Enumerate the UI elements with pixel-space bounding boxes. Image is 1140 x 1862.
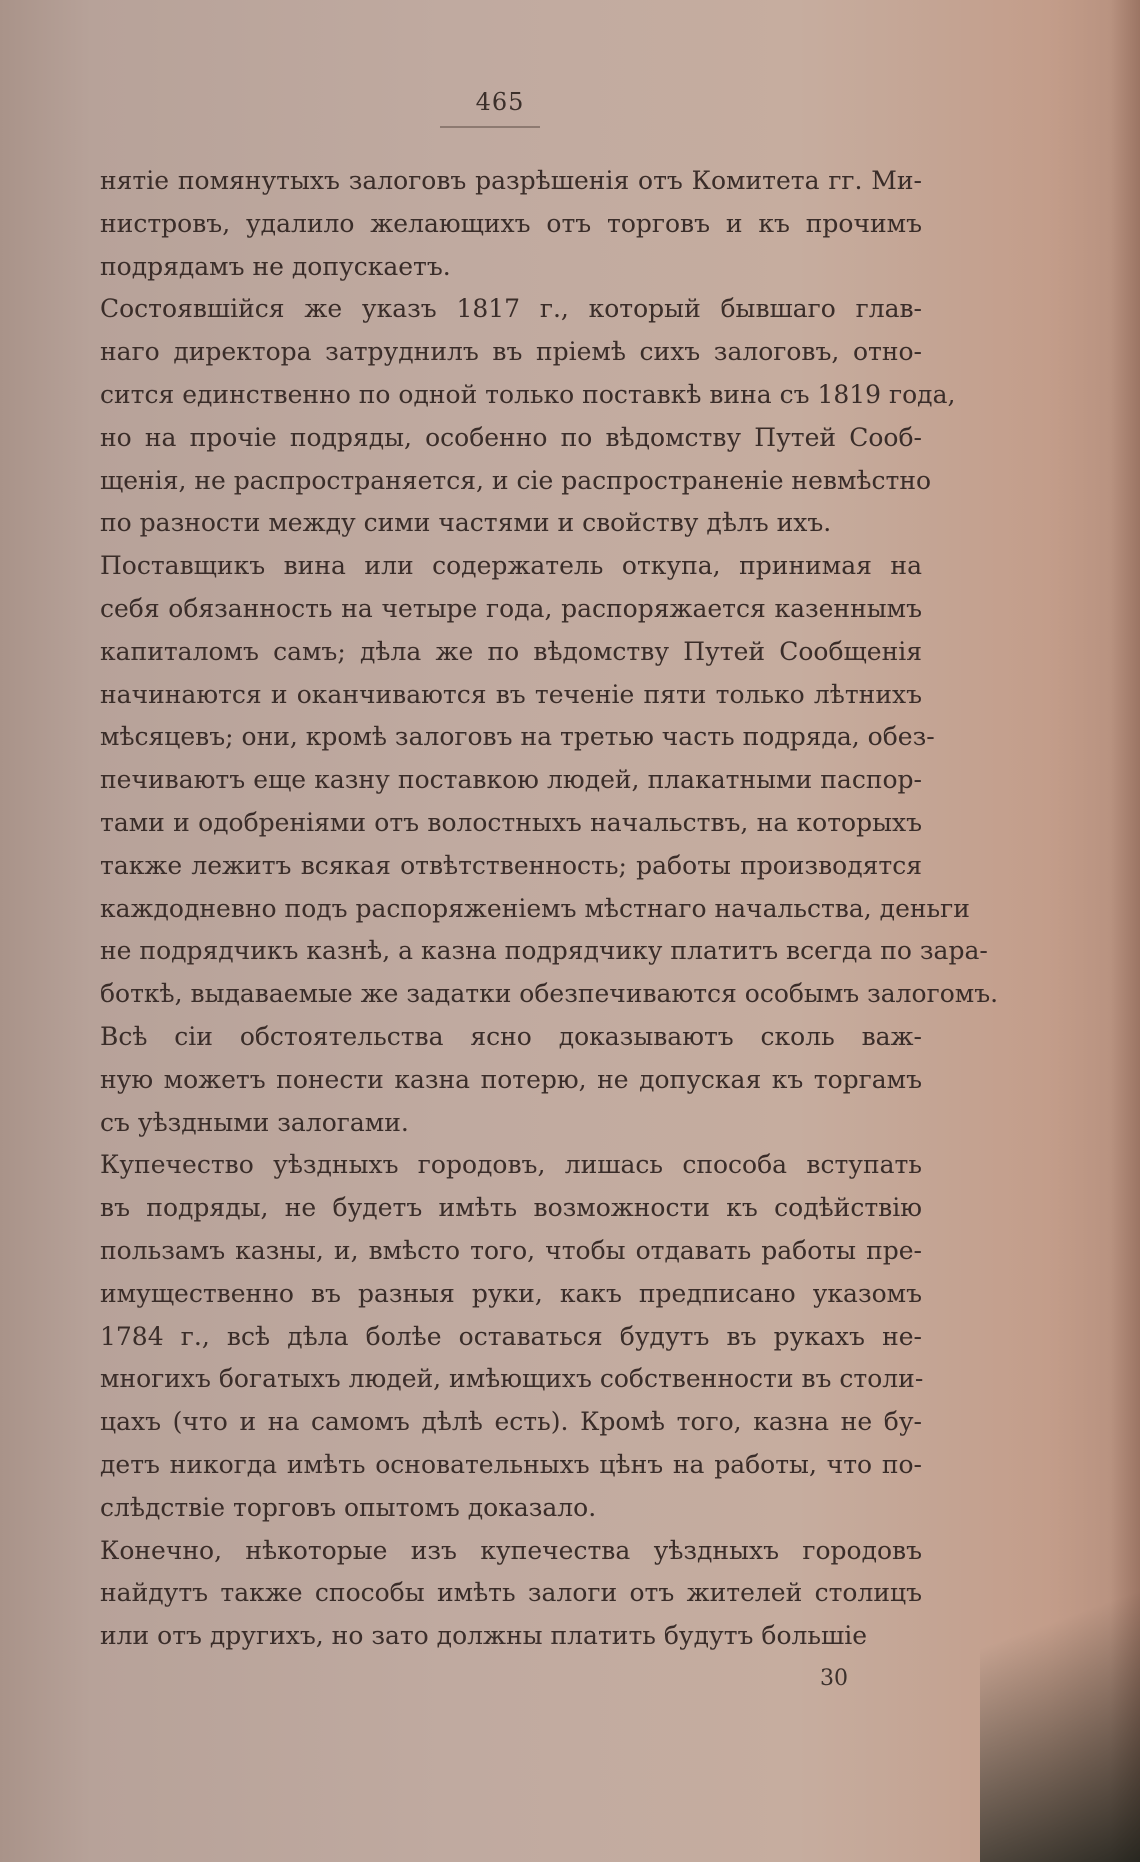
paragraph [100, 545, 999, 1016]
body-text [100, 160, 999, 1658]
text-line: мѣсяцевъ; они, кромѣ залоговъ на третью часть подряда, обез- [100, 722, 935, 752]
text-line: ную можетъ понести казна потерю, не допуская къ торгамъ [100, 1064, 922, 1094]
text-line: детъ никогда имѣть основательныхъ цѣнъ на работы, что по- [100, 1449, 922, 1479]
text-line: 1784 г., всѣ дѣла болѣе оставаться будутъ въ рукахъ не- [100, 1321, 922, 1351]
header-rule [440, 126, 540, 128]
text-line: нятіе помянутыхъ залоговъ разрѣшенія отъ Комитета гг. Ми- [100, 166, 922, 195]
text-line: найдутъ также способы имѣть залоги отъ жителей столицъ [100, 1578, 922, 1608]
text-line: наго директора затруднилъ въ пріемѣ сихъ залоговъ, отно- [100, 337, 922, 367]
paragraph [100, 160, 922, 288]
text-line: съ уѣздными залогами. [100, 1107, 409, 1137]
text-line: щенія, не распространяется, и сіе распространеніе невмѣстно [100, 465, 932, 495]
text-line: подрядамъ не допускаетъ. [100, 251, 451, 281]
text-line: Поставщикъ вина или содержатель откупа, принимая на [100, 551, 922, 581]
text-line: нистровъ, удалило желающихъ отъ торговъ и къ прочимъ [100, 208, 922, 238]
text-line: сится единственно по одной только поставкѣ вина съ 1819 года, [100, 379, 956, 409]
text-line: боткѣ, выдаваемые же задатки обезпечиваются особымъ залогомъ. [100, 979, 999, 1009]
text-line: но на прочіе подряды, особенно по вѣдомству Путей Сооб- [100, 422, 922, 452]
text-line: тами и одобреніями отъ волостныхъ начальствъ, на которыхъ [100, 807, 922, 837]
paragraph [100, 1016, 922, 1144]
page-number: 465 [475, 88, 525, 116]
paragraph [100, 288, 956, 545]
text-line: печиваютъ еще казну поставкою людей, плакатными паспор- [100, 765, 922, 795]
text-line: многихъ богатыхъ людей, имѣющихъ собственности въ столи- [100, 1364, 924, 1394]
text-line: по разности между сими частями и свойству дѣлъ ихъ. [100, 508, 832, 538]
paragraph [100, 1144, 922, 1529]
text-line: Состоявшійся же указъ 1817 г., который бывшаго глав- [100, 294, 922, 324]
text-line: Купечество уѣздныхъ городовъ, лишась способа вступать [100, 1150, 922, 1180]
text-line: Всѣ сіи обстоятельства ясно доказываютъ сколь важ- [100, 1021, 922, 1051]
text-line: Конечно, нѣкоторые изъ купечества уѣздныхъ городовъ [100, 1535, 922, 1565]
text-line: каждодневно подъ распоряженіемъ мѣстнаго начальства, деньги [100, 893, 970, 923]
text-line: начинаются и оканчиваются въ теченіе пяти только лѣтнихъ [100, 679, 922, 709]
text-line: слѣдствіе торговъ опытомъ доказало. [100, 1492, 597, 1522]
text-line: пользамъ казны, и, вмѣсто того, чтобы отдавать работы пре- [100, 1235, 922, 1265]
text-line: не подрядчикъ казнѣ, а казна подрядчику платитъ всегда по зара- [100, 936, 988, 966]
text-line: имущественно въ разныя руки, какъ предписано указомъ [100, 1278, 922, 1308]
text-line: капиталомъ самъ; дѣла же по вѣдомству Путей Сообщенія [100, 636, 922, 666]
page-corner-shadow [980, 1502, 1140, 1862]
text-line: также лежитъ всякая отвѣтственность; работы производятся [100, 850, 922, 880]
text-line: въ подряды, не будетъ имѣть возможности къ содѣйствію [100, 1193, 922, 1223]
text-line: себя обязанность на четыре года, распоряжается казеннымъ [100, 593, 922, 623]
paragraph [100, 1530, 922, 1658]
text-line: или отъ другихъ, но зато должны платить будутъ большіе [100, 1621, 868, 1651]
text-line: цахъ (что и на самомъ дѣлѣ есть). Кромѣ того, казна не бу- [100, 1407, 922, 1437]
signature-mark: 30 [820, 1666, 848, 1691]
